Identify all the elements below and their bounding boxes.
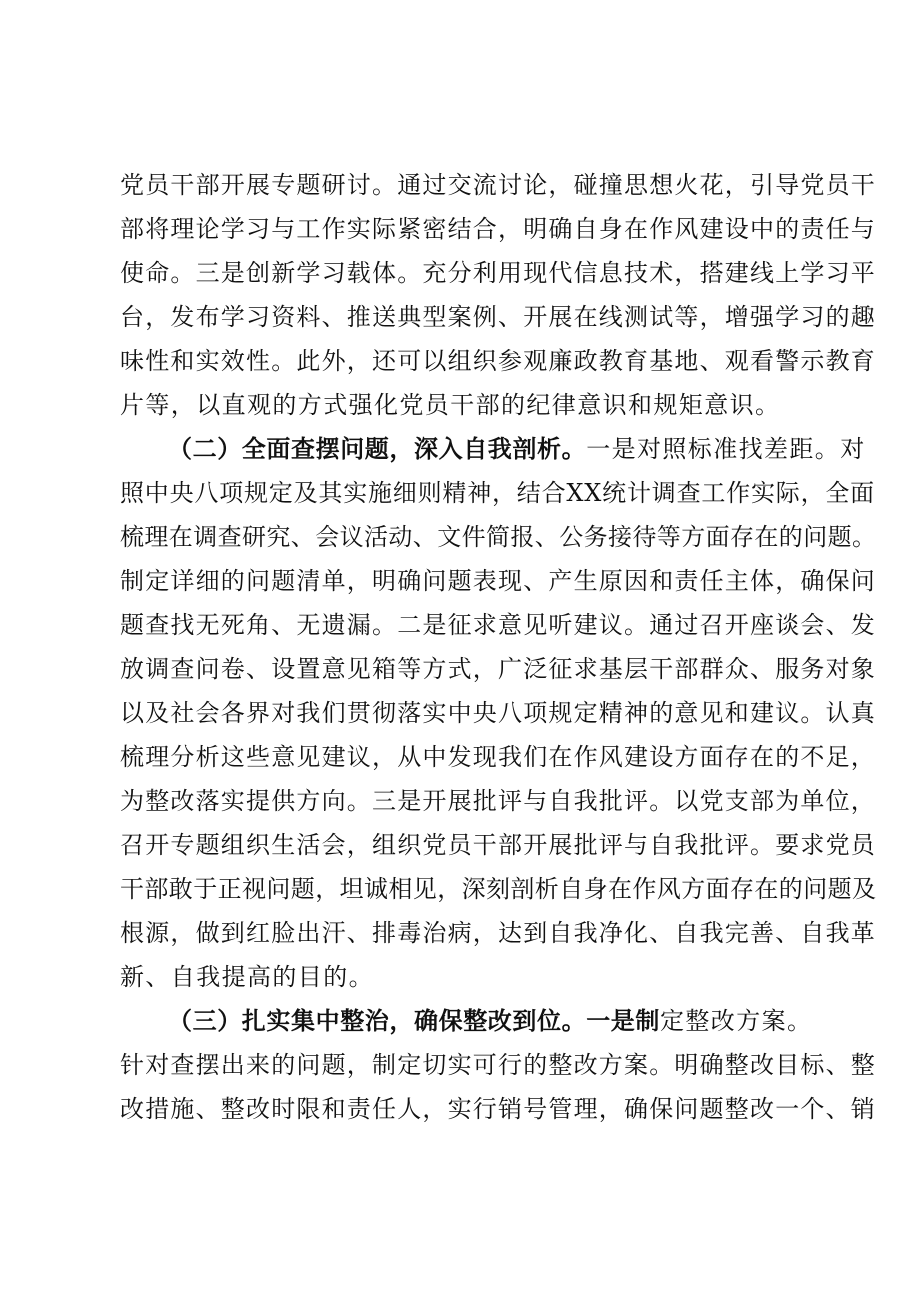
body-line-19: 新、自我提高的目的。 bbox=[120, 963, 374, 991]
body-line-15: 为整改落实提供方向。三是开展批评与自我批评。以党支部为单位， bbox=[120, 787, 876, 815]
body-line-22: 改措施、整改时限和责任人，实行销号管理，确保问题整改一个、销 bbox=[120, 1095, 876, 1123]
body-line-1: 党员干部开展专题研讨。通过交流讨论，碰撞思想火花，引导党员干 bbox=[120, 171, 876, 199]
body-line-13: 以及社会各界对我们贯彻落实中央八项规定精神的意见和建议。认真 bbox=[120, 699, 876, 727]
section-heading-3-rest: 定整改方案。 bbox=[660, 1007, 813, 1035]
body-line-16: 召开专题组织生活会，组织党员干部开展批评与自我批评。要求党员 bbox=[120, 831, 876, 859]
section-heading-2: （二）全面查摆问题，深入自我剖析。 bbox=[168, 435, 587, 463]
body-line-3: 使命。三是创新学习载体。充分利用现代信息技术，搭建线上学习平 bbox=[120, 259, 876, 287]
body-line-4: 台，发布学习资料、推送典型案例、开展在线测试等，增强学习的趣 bbox=[120, 303, 876, 331]
section-heading-3-line bbox=[168, 1006, 812, 1036]
body-line-17: 干部敢于正视问题，坦诚相见，深刻剖析自身在作风方面存在的问题及 bbox=[120, 875, 877, 903]
body-line-10: 制定详细的问题清单，明确问题表现、产生原因和责任主体，确保问 bbox=[120, 567, 876, 595]
body-line-8: 照中央八项规定及其实施细则精神，结合XX统计调查工作实际，全面 bbox=[120, 479, 875, 507]
body-line-5: 味性和实效性。此外，还可以组织参观廉政教育基地、观看警示教育 bbox=[120, 347, 876, 375]
body-line-12: 放调查问卷、设置意见箱等方式，广泛征求基层干部群众、服务对象 bbox=[120, 655, 876, 683]
body-line-11: 题查找无死角、无遗漏。二是征求意见听建议。通过召开座谈会、发 bbox=[120, 611, 876, 639]
section-heading-2-line bbox=[168, 434, 866, 464]
body-line-9: 梳理在调查研究、会议活动、文件简报、公务接待等方面存在的问题。 bbox=[120, 523, 877, 551]
section-heading-3: （三）扎实集中整治，确保整改到位。一是制 bbox=[168, 1007, 660, 1035]
body-line-6: 片等，以直观的方式强化党员干部的纪律意识和规矩意识。 bbox=[120, 391, 781, 419]
body-line-14: 梳理分析这些意见建议，从中发现我们在作风建设方面存在的不足， bbox=[120, 743, 876, 771]
body-line-21: 针对查摆出来的问题，制定切实可行的整改方案。明确整改目标、整 bbox=[120, 1051, 876, 1079]
section-heading-2-rest: 一是对照标准找差距。对 bbox=[586, 435, 866, 463]
body-line-2: 部将理论学习与工作实际紧密结合，明确自身在作风建设中的责任与 bbox=[120, 215, 876, 243]
body-line-18: 根源，做到红脸出汗、排毒治病，达到自我净化、自我完善、自我革 bbox=[120, 919, 876, 947]
